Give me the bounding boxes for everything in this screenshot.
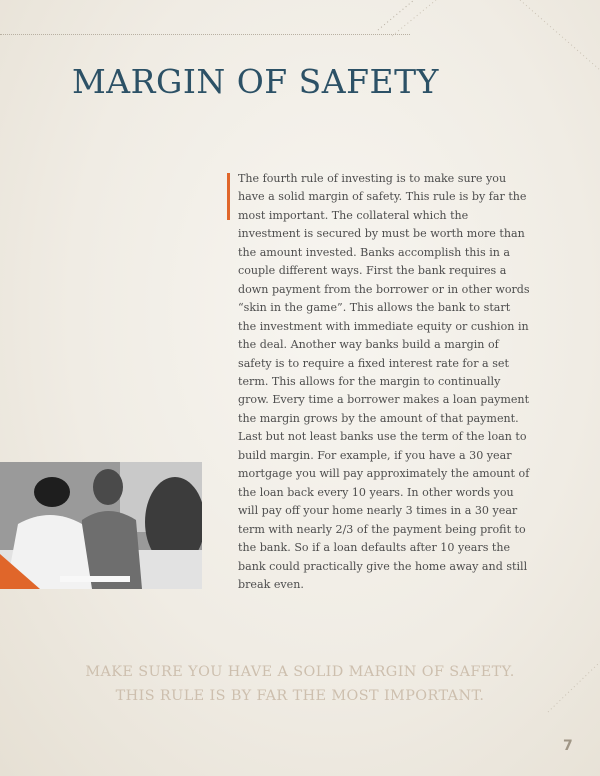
top-dotted-rule xyxy=(0,34,410,35)
accent-bar xyxy=(227,173,230,220)
business-meeting-photo xyxy=(0,462,202,589)
pull-quote xyxy=(0,660,600,708)
body-paragraph: The fourth rule of investing is to make sure you have a solid margin of safety. This rule is by far the most important. The collateral which the investment is secured by must be worth more than the amount invested. Banks accomplish this in a couple different ways. First the bank requires a down payment from the borrower or in other words “skin in the game”. This allows the bank to start the investment with immediate equity or cushion in the deal. Another way banks build a margin of safety is to require a fixed interest rate for a set term. This allows for the margin to continually grow. Every time a borrower makes a loan payment the margin grows by the amount of that payment. Last but not least banks use the term of the loan to build margin. For example, if you have a 30 year mortgage you will pay approximately the amount of the loan back every 10 years. In other words you will pay off your home nearly 3 times in a 30 year term with nearly 2/3 of the payment being profit to the bank. So if a loan defaults after 10 years the bank could practically give the home away and still break even. xyxy=(238,172,530,591)
pull-quote-line-1: MAKE SURE YOU HAVE A SOLID MARGIN OF SAFETY. xyxy=(85,664,515,680)
pull-quote-line-2: THIS RULE IS BY FAR THE MOST IMPORTANT. xyxy=(115,688,485,704)
page-number: 7 xyxy=(563,738,573,754)
page-title: MARGIN OF SAFETY xyxy=(72,62,439,101)
